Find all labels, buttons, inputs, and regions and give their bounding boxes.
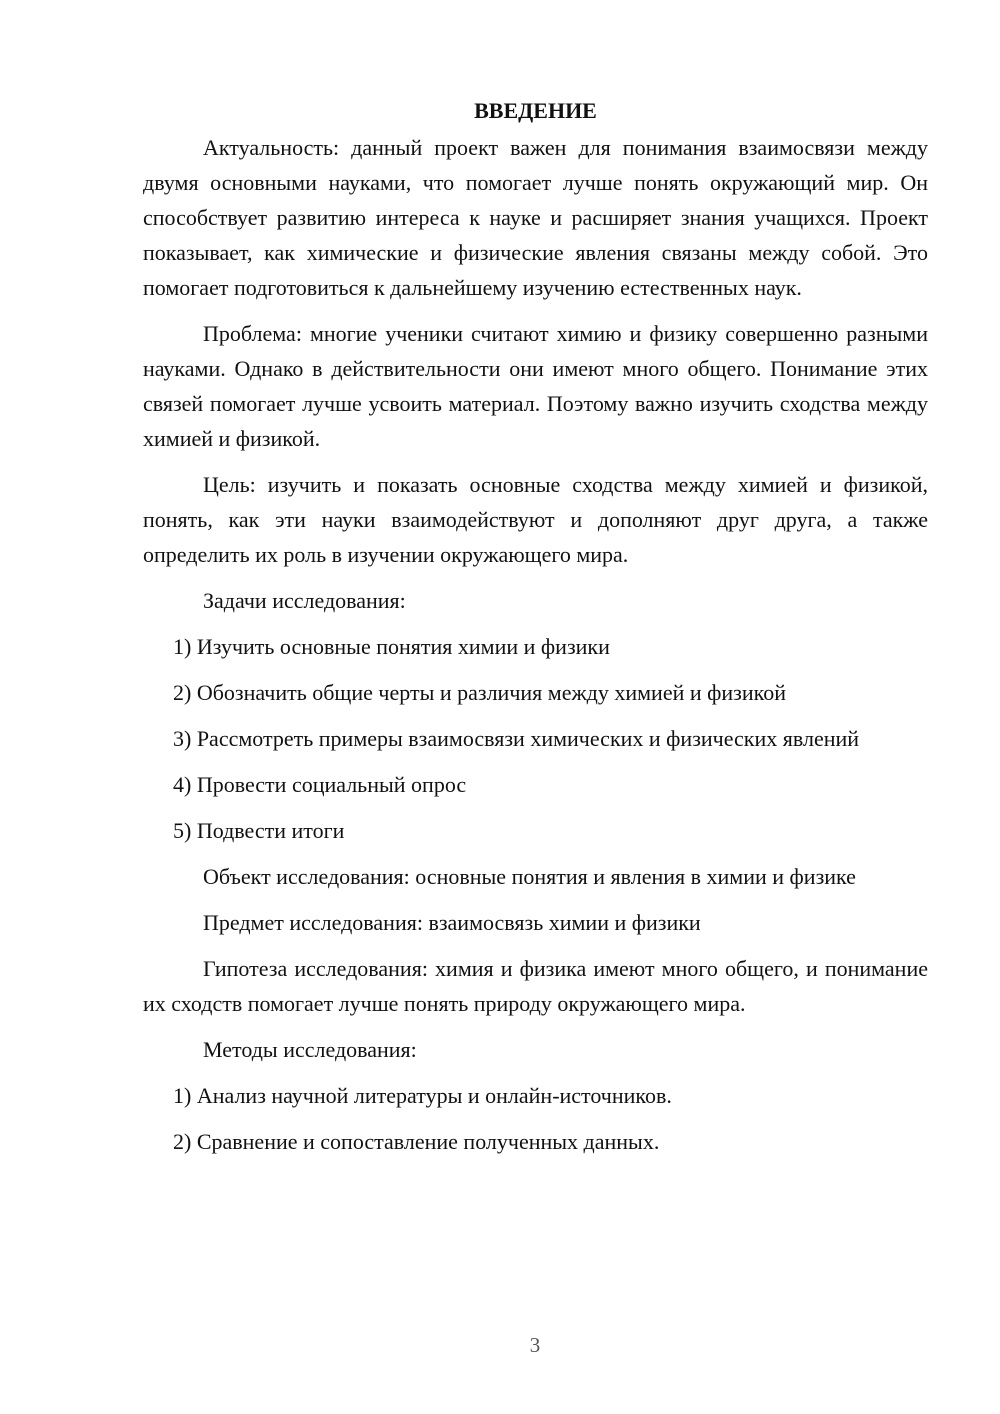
paragraph-subject: Предмет исследования: взаимосвязь химии и физики (203, 910, 701, 935)
paragraph-relevance: Актуальность: данный проект важен для понимания взаимосвязи между двумя основными науками, что помогает лучше понять окружающий мир. Он способствует развитию интереса к науке и расширяет знания учащихся. Проект показывает, как химические и физические явления связаны между собой. Это помогает подготовиться к дальнейшему изучению естественных наук. (143, 135, 928, 300)
method-item-2: 2) Сравнение и сопоставление полученных данных. (173, 1129, 660, 1154)
task-item-2: 2) Обозначить общие черты и различия между химией и физикой (173, 680, 786, 705)
task-item-4: 4) Провести социальный опрос (173, 772, 467, 797)
paragraph-problem: Проблема: многие ученики считают химию и физику совершенно разными науками. Однако в действительности они имеют много общего. Понимание этих связей помогает лучше усвоить материал. Поэтому важно изучить сходства между химией и физикой. (143, 321, 928, 451)
task-item-1: 1) Изучить основные понятия химии и физики (173, 634, 610, 659)
task-item-3: 3) Рассмотреть примеры взаимосвязи химических и физических явлений (173, 726, 860, 751)
paragraph-hypothesis: Гипотеза исследования: химия и физика имеют много общего, и понимание их сходств помогает лучше понять природу окружающего мира. (143, 956, 928, 1016)
task-item-5: 5) Подвести итоги (173, 818, 345, 843)
page-title: ВВЕДЕНИЕ (474, 98, 597, 123)
page-number: 3 (529, 1333, 541, 1357)
method-item-1: 1) Анализ научной литературы и онлайн-источников. (173, 1083, 672, 1108)
document-page (143, 96, 928, 1159)
tasks-heading: Задачи исследования: (203, 588, 406, 613)
paragraph-object: Объект исследования: основные понятия и явления в химии и физике (203, 864, 856, 889)
paragraph-goal: Цель: изучить и показать основные сходства между химией и физикой, понять, как эти науки взаимодействуют и дополняют друг друга, а также определить их роль в изучении окружающего мира. (143, 472, 928, 567)
methods-heading: Методы исследования: (203, 1037, 417, 1062)
